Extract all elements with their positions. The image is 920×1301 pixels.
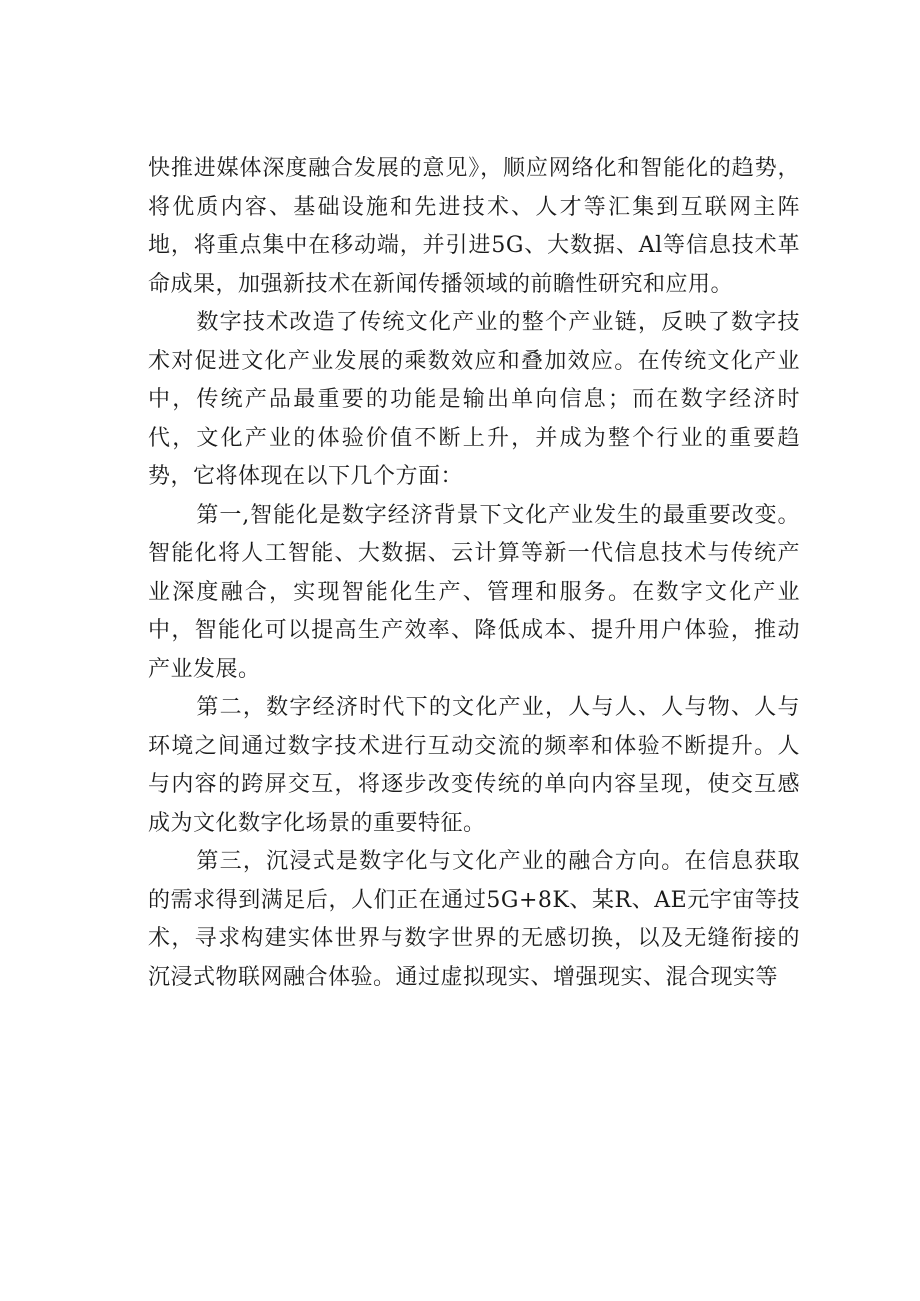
paragraph-continuation: 快推进媒体深度融合发展的意见》，顺应网络化和智能化的趋势，将优质内容、基础设施和先进技术、人才等汇集到互联网主阵地，将重点集中在移动端，并引进5G、大数据、Al等信息技术革命成果，加强新技术在新闻传播领域的前瞻性研究和应用。 xyxy=(148,156,800,297)
paragraph-first-intelligentization: 第一,智能化是数字经济背景下文化产业发生的最重要改变。智能化将人工智能、大数据、云计算等新一代信息技术与传统产业深度融合，实现智能化生产、管理和服务。在数字文化产业中，智能化可以提高生产效率、降低成本、提升用户体验，推动产业发展。 xyxy=(148,502,800,682)
document-body xyxy=(148,150,800,997)
paragraph-third-immersion: 第三，沉浸式是数字化与文化产业的融合方向。在信息获取的需求得到满足后，人们正在通过5G+8K、某R、AE元宇宙等技术，寻求构建实体世界与数字世界的无感切换，以及无缝衔接的沉浸式物联网融合体验。通过虚拟现实、增强现实、混合现实等 xyxy=(148,849,800,990)
paragraph-digital-technology-transformation: 数字技术改造了传统文化产业的整个产业链，反映了数字技术对促进文化产业发展的乘数效应和叠加效应。在传统文化产业中，传统产品最重要的功能是输出单向信息；而在数字经济时代，文化产业的体验价值不断上升，并成为整个行业的重要趋势，它将体现在以下几个方面： xyxy=(148,310,800,489)
paragraph-second-interaction: 第二，数字经济时代下的文化产业，人与人、人与物、人与环境之间通过数字技术进行互动交流的频率和体验不断提升。人与内容的跨屏交互，将逐步改变传统的单向内容呈现，使交互感成为文化数字化场景的重要特征。 xyxy=(148,695,800,836)
